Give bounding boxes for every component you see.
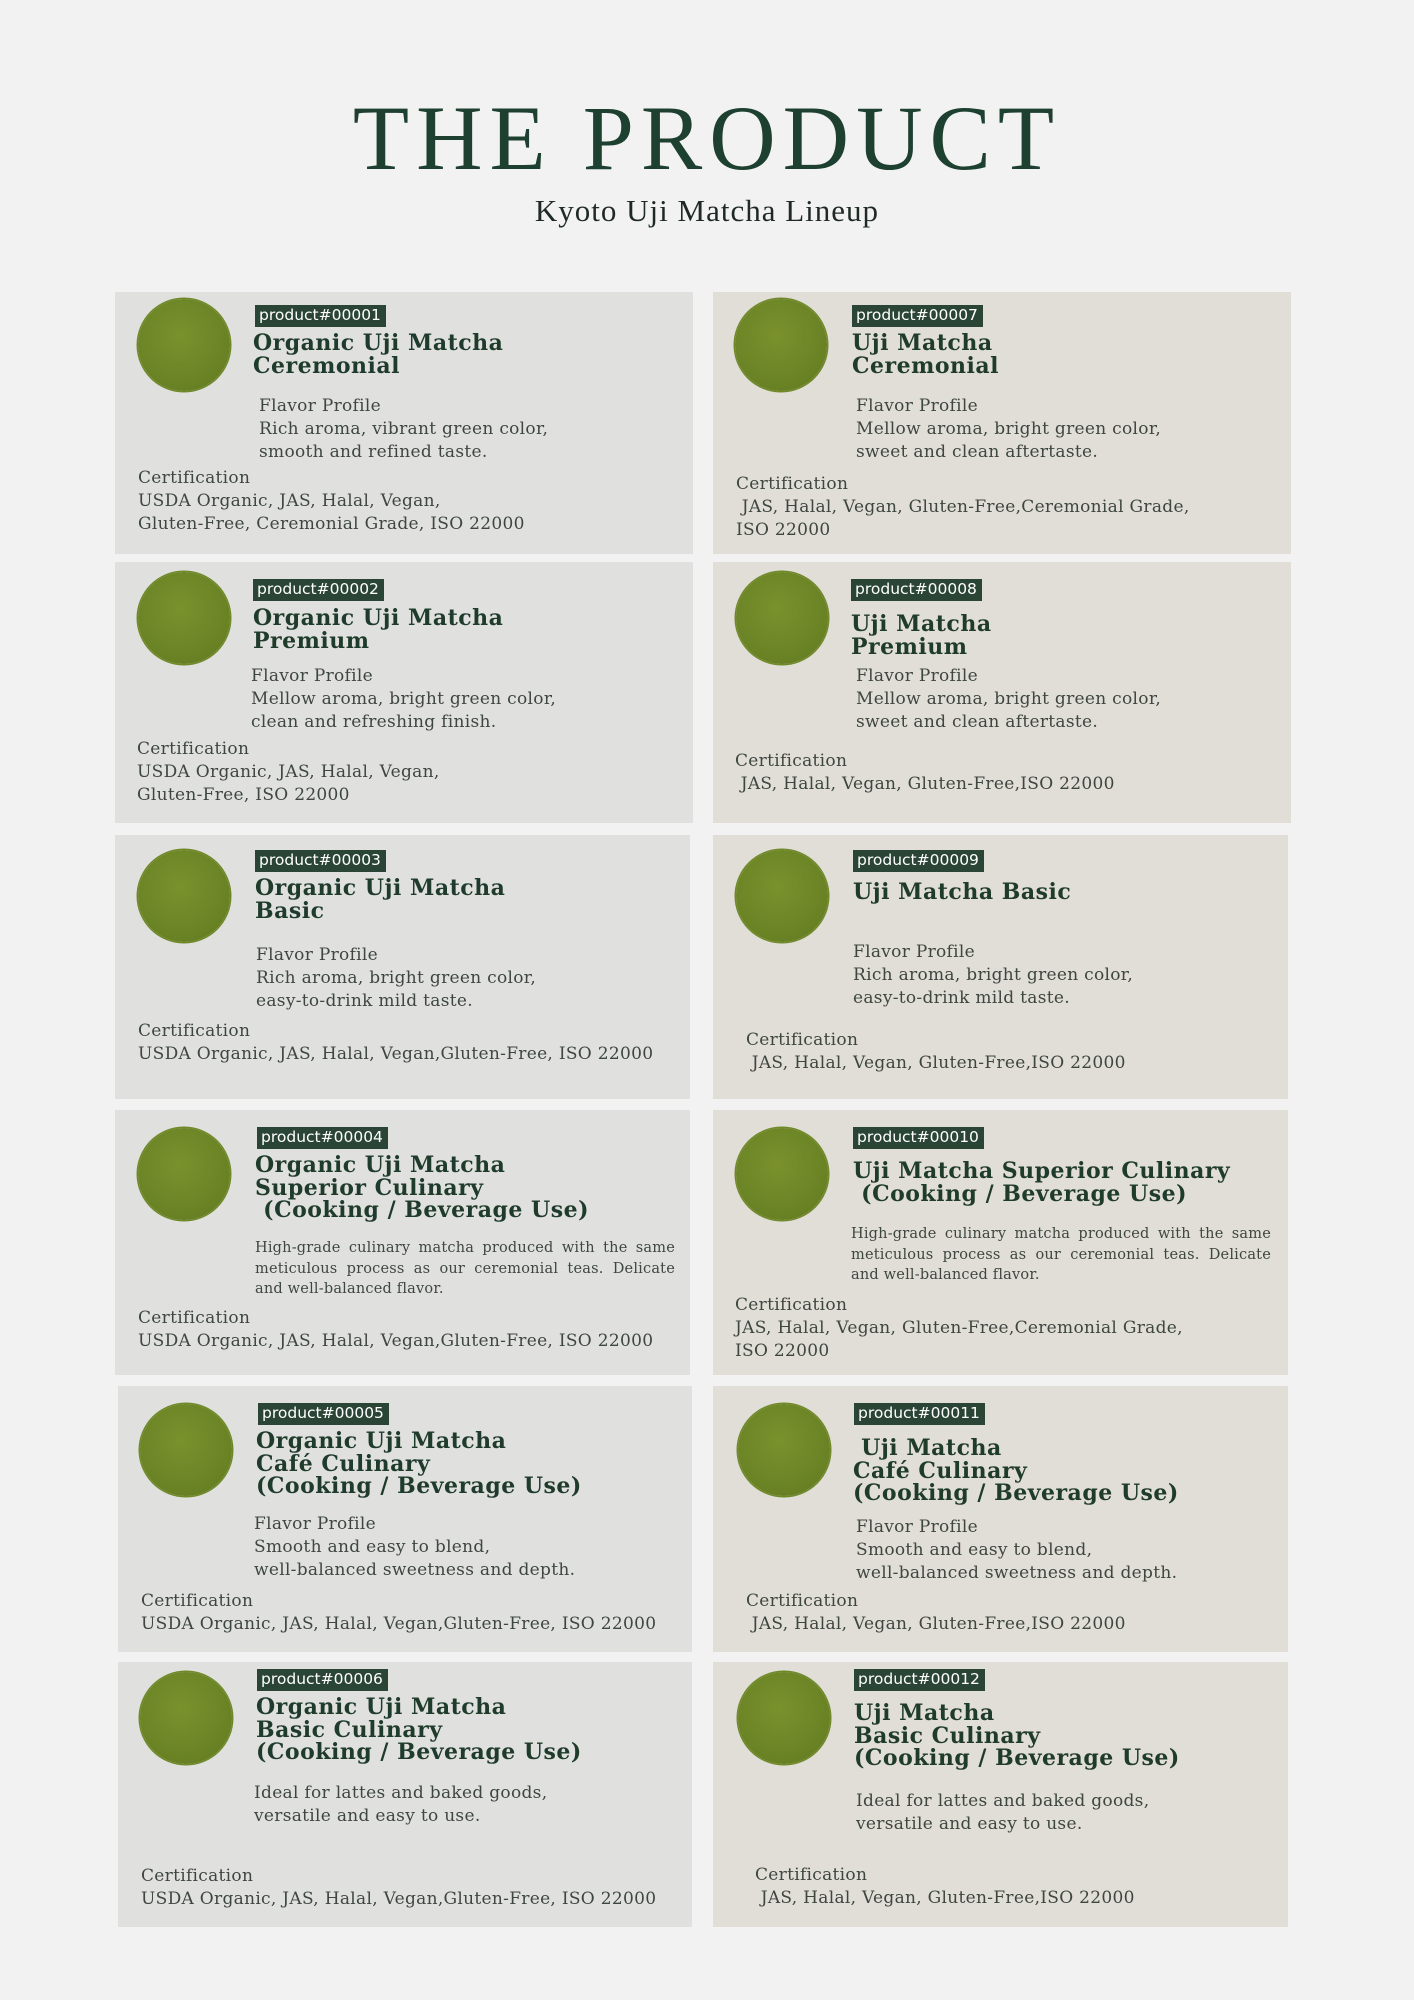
- certification-label: Certification: [735, 751, 848, 771]
- certification-text: JAS, Halal, Vegan, Gluten-Free,Ceremonial Grade, ISO 22000: [736, 497, 1190, 540]
- product-card-00010: [713, 1110, 1288, 1375]
- product-id-badge: product#00012: [854, 1669, 985, 1691]
- matcha-powder-image: [736, 850, 828, 942]
- product-card-00001: [115, 292, 693, 554]
- product-id-badge: product#00003: [255, 850, 386, 872]
- certification-label: Certification: [735, 1295, 848, 1315]
- product-card-00002: [115, 562, 693, 823]
- page-subtitle: Kyoto Uji Matcha Lineup: [534, 193, 880, 228]
- flavor-profile-label: Flavor Profile: [254, 1514, 376, 1534]
- product-name: Organic Uji Matcha Basic: [255, 875, 506, 924]
- matcha-powder-image: [736, 572, 828, 664]
- matcha-powder-image: [140, 1404, 232, 1496]
- flavor-profile-label: Flavor Profile: [856, 396, 978, 416]
- certification-text: USDA Organic, JAS, Halal, Vegan,Gluten-Free, ISO 22000: [141, 1889, 657, 1909]
- certification-text: USDA Organic, JAS, Halal, Vegan,Gluten-Free, ISO 22000: [141, 1614, 657, 1634]
- flavor-profile-label: Flavor Profile: [259, 396, 381, 416]
- matcha-powder-image: [738, 1672, 830, 1764]
- product-card-00009: [713, 835, 1288, 1099]
- certification-label: Certification: [138, 1021, 251, 1041]
- certification-label: Certification: [755, 1865, 868, 1885]
- flavor-profile-text: Rich aroma, vibrant green color, smooth and refined taste.: [259, 419, 549, 462]
- product-card-00008: [713, 562, 1291, 823]
- product-name: Uji Matcha Premium: [851, 611, 992, 660]
- matcha-powder-image: [138, 1128, 230, 1220]
- product-name: Organic Uji Matcha Basic Culinary (Cooking / Beverage Use): [256, 1694, 582, 1765]
- product-name: Organic Uji Matcha Café Culinary (Cooking / Beverage Use): [256, 1428, 582, 1499]
- product-card-00003: [115, 835, 690, 1099]
- certification-text: JAS, Halal, Vegan, Gluten-Free,ISO 22000: [735, 774, 1115, 794]
- product-name: Uji Matcha Basic: [853, 879, 1072, 905]
- product-card-00005: [118, 1386, 692, 1652]
- certification-text: JAS, Halal, Vegan, Gluten-Free,Ceremonial Grade, ISO 22000: [735, 1318, 1183, 1361]
- product-id-badge: product#00002: [253, 579, 384, 601]
- flavor-profile-text: Mellow aroma, bright green color, clean and refreshing finish.: [251, 689, 557, 732]
- flavor-profile-text: Rich aroma, bright green color, easy-to-drink mild taste.: [256, 968, 537, 1011]
- flavor-profile-text: Smooth and easy to blend, well-balanced sweetness and depth.: [254, 1537, 576, 1580]
- matcha-powder-image: [140, 1672, 232, 1764]
- certification-label: Certification: [141, 1866, 254, 1886]
- certification-text: USDA Organic, JAS, Halal, Vegan,Gluten-Free, ISO 22000: [138, 1044, 654, 1064]
- product-name: Uji Matcha Ceremonial: [852, 330, 1000, 379]
- flavor-profile-text: Mellow aroma, bright green color, sweet and clean aftertaste.: [856, 419, 1162, 462]
- flavor-profile-text: Rich aroma, bright green color, easy-to-drink mild taste.: [853, 965, 1134, 1008]
- product-name: Uji Matcha Basic Culinary (Cooking / Beverage Use): [854, 1700, 1180, 1771]
- certification-label: Certification: [736, 474, 849, 494]
- product-id-badge: product#00009: [853, 850, 984, 872]
- flavor-profile-label: Flavor Profile: [251, 666, 373, 686]
- product-name: Uji Matcha Superior Culinary (Cooking / Beverage Use): [853, 1158, 1231, 1207]
- product-description: Ideal for lattes and baked goods, versatile and easy to use.: [856, 1791, 1150, 1834]
- certification-label: Certification: [137, 739, 250, 759]
- flavor-profile-text: Mellow aroma, bright green color, sweet and clean aftertaste.: [856, 689, 1162, 732]
- product-card-00007: [713, 292, 1291, 554]
- flavor-profile-label: Flavor Profile: [856, 1517, 978, 1537]
- certification-label: Certification: [746, 1030, 859, 1050]
- product-name: Uji Matcha Café Culinary (Cooking / Beverage Use): [853, 1435, 1179, 1506]
- certification-label: Certification: [746, 1591, 859, 1611]
- product-id-badge: product#00008: [851, 579, 982, 601]
- certification-text: USDA Organic, JAS, Halal, Vegan, Gluten-Free, ISO 22000: [137, 762, 440, 805]
- certification-label: Certification: [138, 1308, 251, 1328]
- page-title: THE PRODUCT: [352, 87, 1062, 189]
- product-id-badge: product#00006: [257, 1669, 388, 1691]
- matcha-powder-image: [138, 850, 230, 942]
- flavor-profile-text: Smooth and easy to blend, well-balanced sweetness and depth.: [856, 1540, 1178, 1583]
- product-id-badge: product#00004: [257, 1127, 388, 1149]
- certification-text: JAS, Halal, Vegan, Gluten-Free,ISO 22000: [746, 1614, 1126, 1634]
- certification-text: USDA Organic, JAS, Halal, Vegan,Gluten-Free, ISO 22000: [138, 1331, 654, 1351]
- certification-label: Certification: [138, 468, 251, 488]
- product-id-badge: product#00011: [854, 1403, 985, 1425]
- product-id-badge: product#00001: [255, 305, 386, 327]
- flavor-profile-label: Flavor Profile: [856, 666, 978, 686]
- product-card-00012: [713, 1662, 1288, 1927]
- product-card-00006: [118, 1662, 692, 1927]
- product-card-00004: [115, 1110, 690, 1375]
- certification-text: USDA Organic, JAS, Halal, Vegan, Gluten-Free, Ceremonial Grade, ISO 22000: [138, 491, 525, 534]
- product-name: Organic Uji Matcha Ceremonial: [253, 330, 504, 379]
- certification-label: Certification: [141, 1591, 254, 1611]
- product-name: Organic Uji Matcha Superior Culinary (Cooking / Beverage Use): [255, 1152, 589, 1223]
- product-id-badge: product#00005: [258, 1403, 389, 1425]
- matcha-powder-image: [138, 299, 230, 391]
- product-description: Ideal for lattes and baked goods, versatile and easy to use.: [254, 1783, 548, 1826]
- certification-text: JAS, Halal, Vegan, Gluten-Free,ISO 22000: [746, 1053, 1126, 1073]
- certification-text: JAS, Halal, Vegan, Gluten-Free,ISO 22000: [755, 1888, 1135, 1908]
- product-id-badge: product#00007: [852, 305, 983, 327]
- matcha-powder-image: [735, 299, 827, 391]
- product-description: High-grade culinary matcha produced with the same meticulous process as our ceremonial teas. Delicate and well-balanced flavor.: [255, 1240, 675, 1297]
- matcha-powder-image: [736, 1128, 828, 1220]
- product-description: High-grade culinary matcha produced with the same meticulous process as our ceremonial teas. Delicate and well-balanced flavor.: [851, 1226, 1271, 1283]
- flavor-profile-label: Flavor Profile: [256, 945, 378, 965]
- flavor-profile-label: Flavor Profile: [853, 942, 975, 962]
- matcha-powder-image: [138, 572, 230, 664]
- product-id-badge: product#00010: [853, 1127, 984, 1149]
- matcha-powder-image: [738, 1404, 830, 1496]
- product-name: Organic Uji Matcha Premium: [253, 605, 504, 654]
- product-card-00011: [713, 1386, 1288, 1652]
